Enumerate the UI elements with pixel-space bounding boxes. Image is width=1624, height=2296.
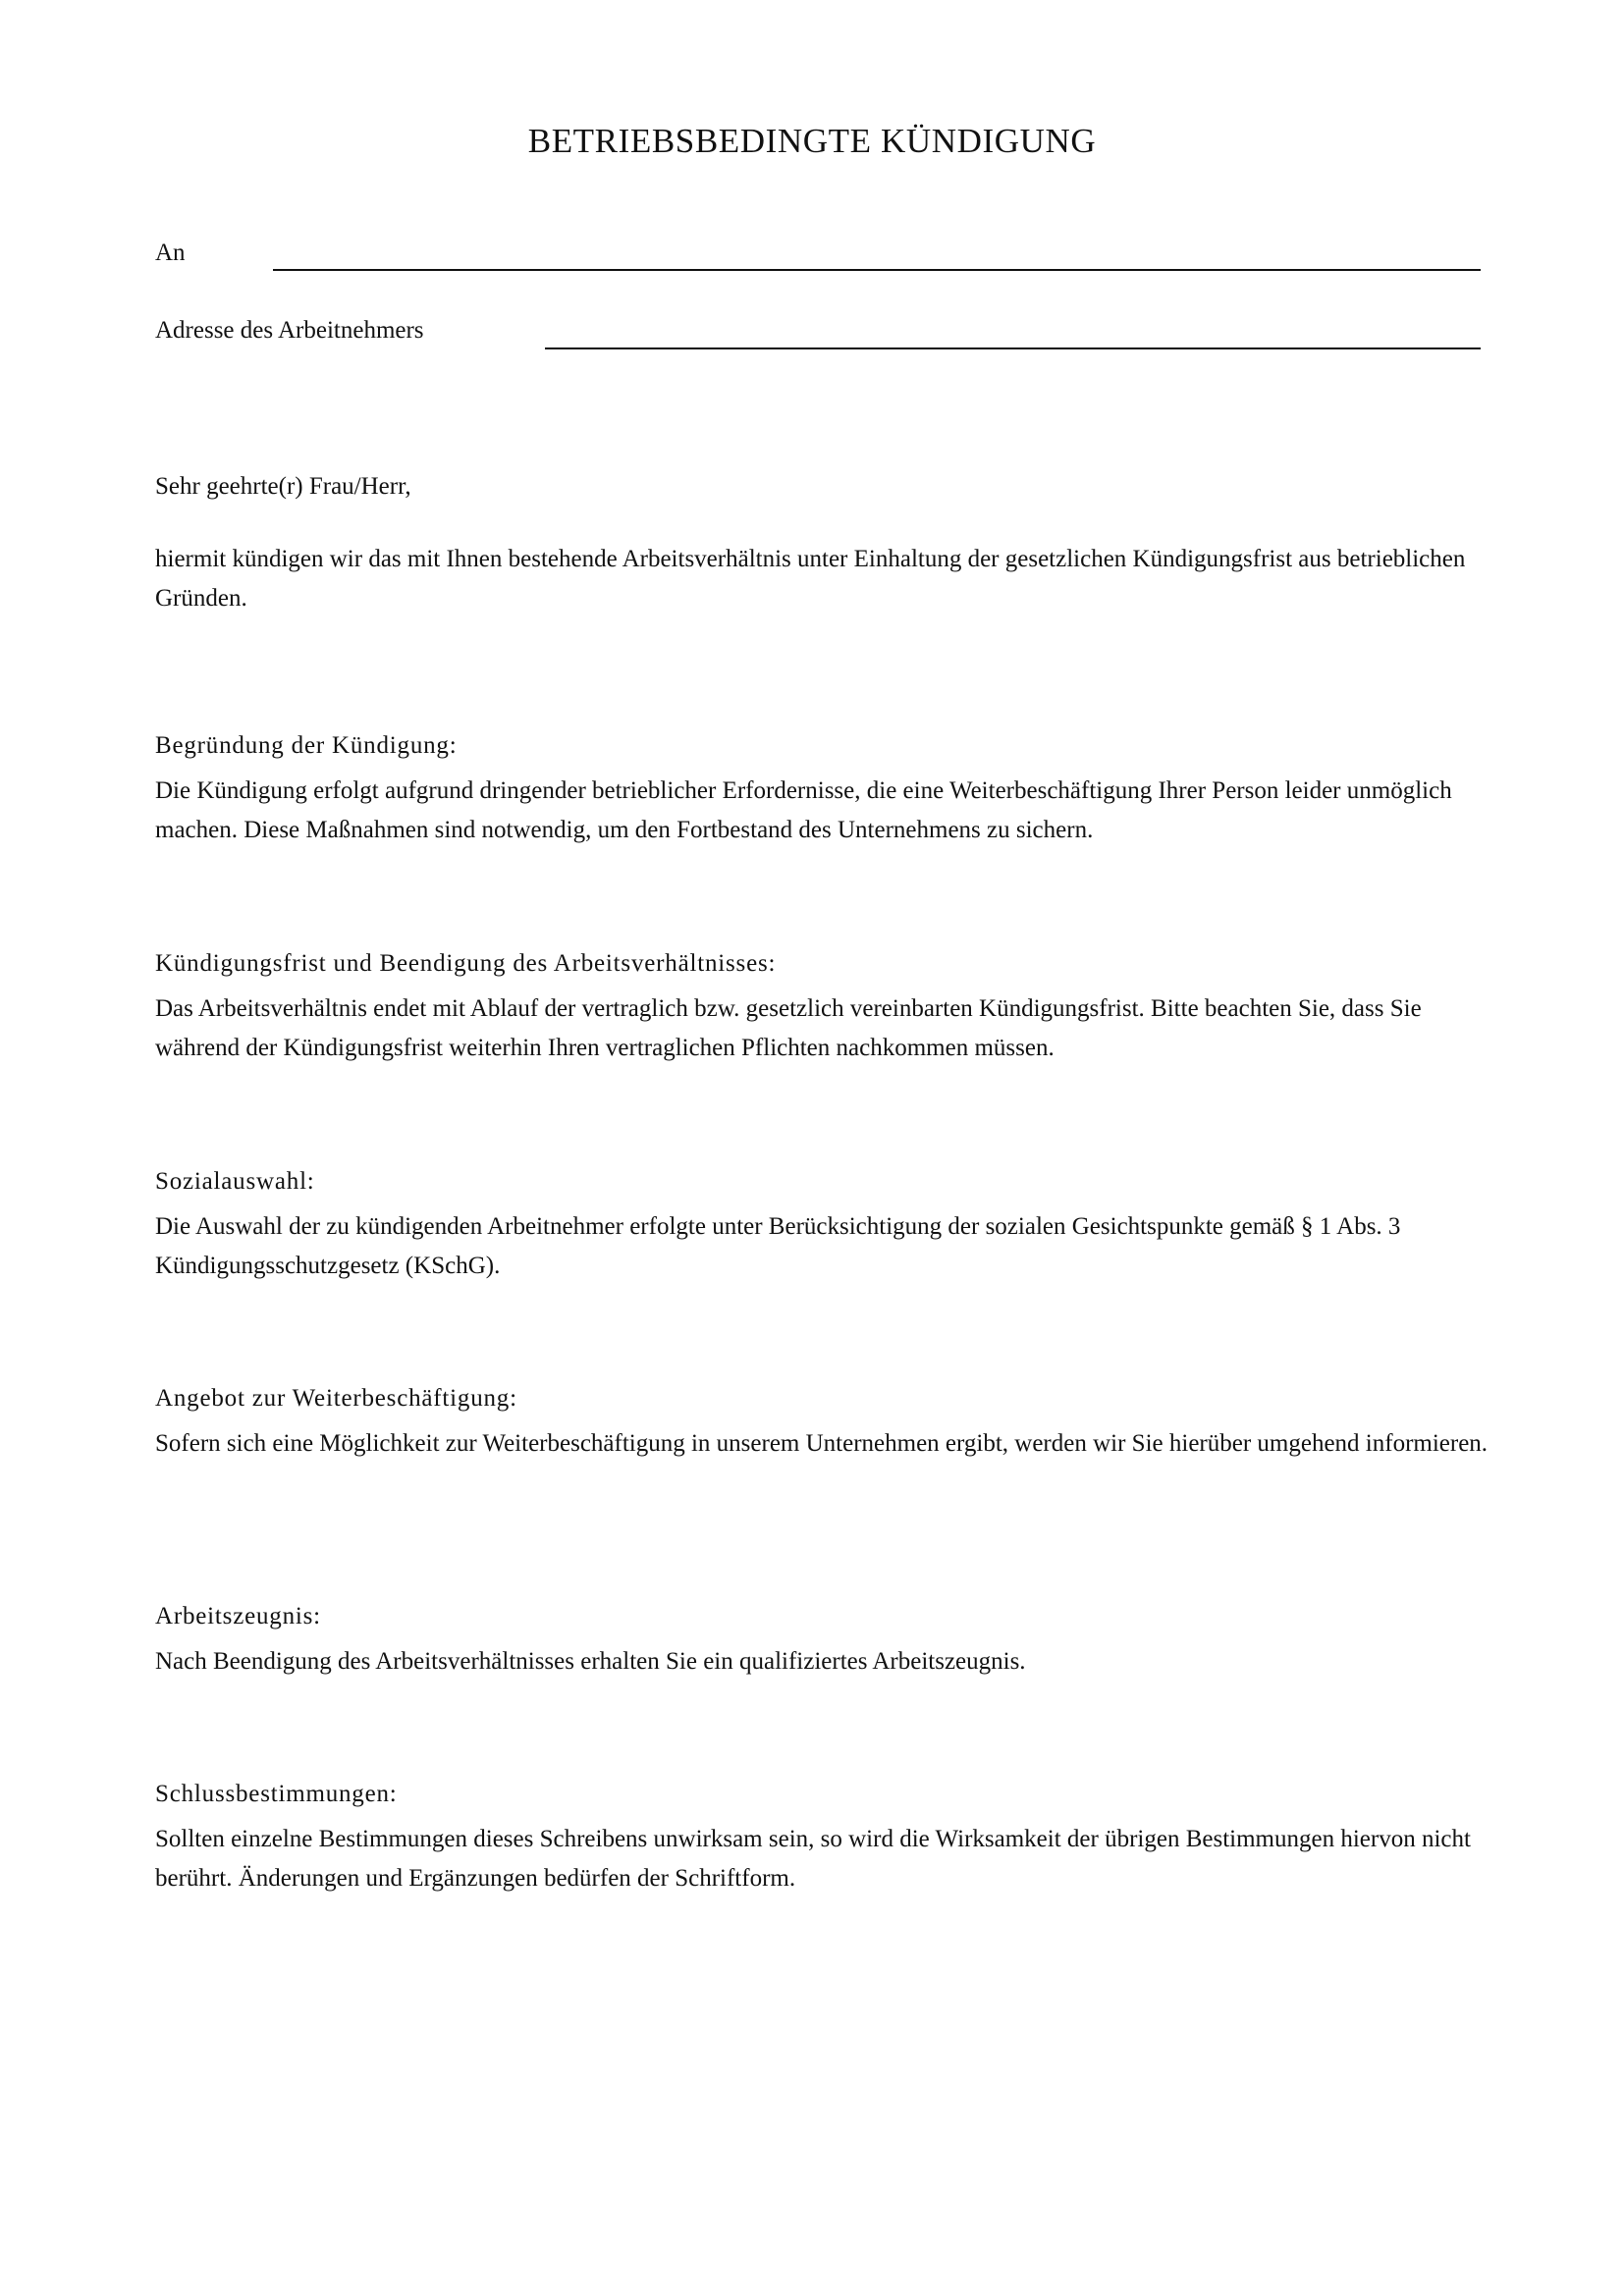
intro-paragraph: hiermit kündigen wir das mit Ihnen bestehende Arbeitsverhältnis unter Einhaltung der gesetzlichen Kündigungsfrist aus betrieblichen Gründen. [155,546,1466,612]
section-reference [155,1601,1490,1682]
address-line[interactable] [545,347,1481,349]
section-notice-period [155,948,1490,1068]
section-body: Das Arbeitsverhältnis endet mit Ablauf der vertraglich bzw. gesetzlich vereinbarten Kündigungsfrist. Bitte beachten Sie, dass Sie während der Kündigungsfrist weiterhin Ihren vertraglichen Pflichten nachkommen müssen. [155,995,1422,1061]
section-body: Nach Beendigung des Arbeitsverhältnisses erhalten Sie ein qualifiziertes Arbeitszeugnis. [155,1648,1026,1675]
document-title: BETRIEBSBEDINGTE KÜNDIGUNG [527,122,1097,160]
address-label: Adresse des Arbeitnehmers [155,317,424,344]
section-body: Die Auswahl der zu kündigenden Arbeitnehmer erfolgte unter Berücksichtigung der sozialen Gesichtspunkte gemäß § 1 Abs. 3 Kündigungsschutzgesetz (KSchG). [155,1213,1401,1279]
section-heading: Angebot zur Weiterbeschäftigung: [155,1385,517,1412]
section-final-provisions [155,1779,1490,1898]
section-heading: Begründung der Kündigung: [155,732,458,759]
salutation: Sehr geehrte(r) Frau/Herr, [155,473,411,500]
section-body: Sollten einzelne Bestimmungen dieses Schreibens unwirksam sein, so wird die Wirksamkeit der übrigen Bestimmungen hiervon nicht berührt. Änderungen und Ergänzungen bedürfen der Schriftform. [155,1826,1471,1892]
section-reemployment-offer [155,1383,1490,1464]
section-body: Sofern sich eine Möglichkeit zur Weiterbeschäftigung in unserem Unternehmen ergibt, werden wir Sie hierüber umgehend informieren. [155,1430,1489,1457]
section-body: Die Kündigung erfolgt aufgrund dringender betrieblicher Erfordernisse, die eine Weiterbeschäftigung Ihrer Person leider unmöglich machen. Diese Maßnahmen sind notwendig, um den Fortbestand des Unternehmens zu sichern. [155,777,1452,843]
section-heading: Schlussbestimmungen: [155,1781,398,1807]
section-social-selection [155,1166,1490,1286]
section-heading: Kündigungsfrist und Beendigung des Arbeitsverhältnisses: [155,950,777,977]
section-heading: Sozialauswahl: [155,1168,315,1195]
recipient-line[interactable] [273,269,1481,271]
section-heading: Arbeitszeugnis: [155,1603,321,1629]
recipient-label: An [155,240,186,266]
section-justification [155,730,1490,850]
